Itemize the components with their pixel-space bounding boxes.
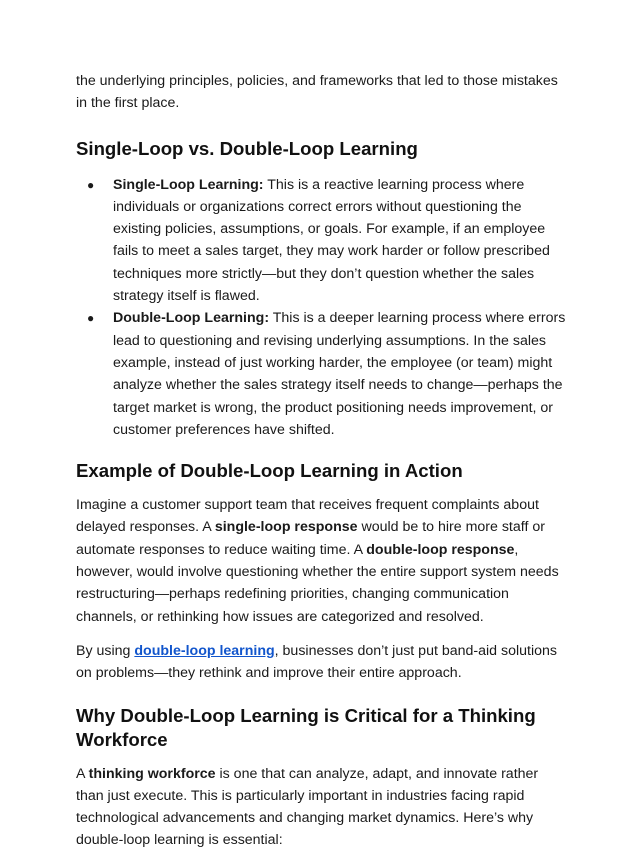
bold-single-loop-response: single-loop response: [214, 519, 358, 536]
text-run: is one that can analyze, adapt, and innovate rather than just execute. This is particularly important in industries facing rapid technological advancements and changing market dynamics. Here’s why double-loop learning is essential:: [76, 765, 539, 849]
double-loop-learning-link[interactable]: double-loop learning: [134, 642, 275, 659]
list-item-single-loop: [76, 174, 566, 308]
intro-paragraph: the underlying principles, policies, and frameworks that led to those mistakes in the first place.: [76, 73, 558, 112]
definition-double-loop: This is a deeper learning process where errors lead to questioning and revising underlying assumptions. In the sales example, instead of just working harder, the employee (or team) might analyze whether the sales strategy itself needs to change—perhaps the target market is wrong, the product positioning needs improvement, or customer preferences have shifted.: [113, 310, 566, 438]
example-paragraph: [76, 494, 566, 628]
bullet-icon: ●: [87, 177, 95, 192]
text-run: A: [76, 765, 89, 782]
text-run: , however, would involve questioning whether the entire support system needs restructuring—perhaps redefining priorities, changing communication channels, or rethinking how issues are categorized and resolved.: [76, 541, 559, 625]
definition-single-loop: This is a reactive learning process where individuals or organizations correct errors without questioning the existing policies, assumptions, or goals. For example, if an employee fails to meet a sales target, they may work harder or follow prescribed techniques more strictly—but they don’t question whether the sales strategy itself is flawed.: [113, 176, 550, 305]
learning-types-list: [76, 174, 566, 442]
term-double-loop: Double-Loop Learning:: [113, 310, 270, 327]
text-run: Imagine a customer support team that receives frequent complaints about delayed responses. A: [76, 497, 539, 536]
text-run: By using: [76, 642, 135, 659]
by-using-paragraph: [76, 640, 566, 685]
bold-double-loop-response: double-loop response: [366, 541, 515, 558]
document-page: [76, 70, 566, 852]
heading-single-vs-double-loop: Single-Loop vs. Double-Loop Learning: [76, 137, 418, 159]
bullet-icon: ●: [87, 311, 95, 326]
term-single-loop: Single-Loop Learning:: [113, 176, 264, 193]
text-run: would be to hire more staff or automate responses to reduce waiting time. A: [76, 519, 545, 558]
bold-thinking-workforce: thinking workforce: [88, 765, 216, 782]
heading-example-in-action: Example of Double-Loop Learning in Action: [76, 460, 463, 482]
list-item-double-loop: [76, 307, 566, 441]
text-run: , businesses don’t just put band-aid solutions on problems—they rethink and improve their entire approach.: [76, 642, 558, 682]
thinking-workforce-paragraph: [76, 763, 566, 852]
heading-why-critical: Why Double-Loop Learning is Critical for a Thinking Workforce: [76, 704, 536, 750]
